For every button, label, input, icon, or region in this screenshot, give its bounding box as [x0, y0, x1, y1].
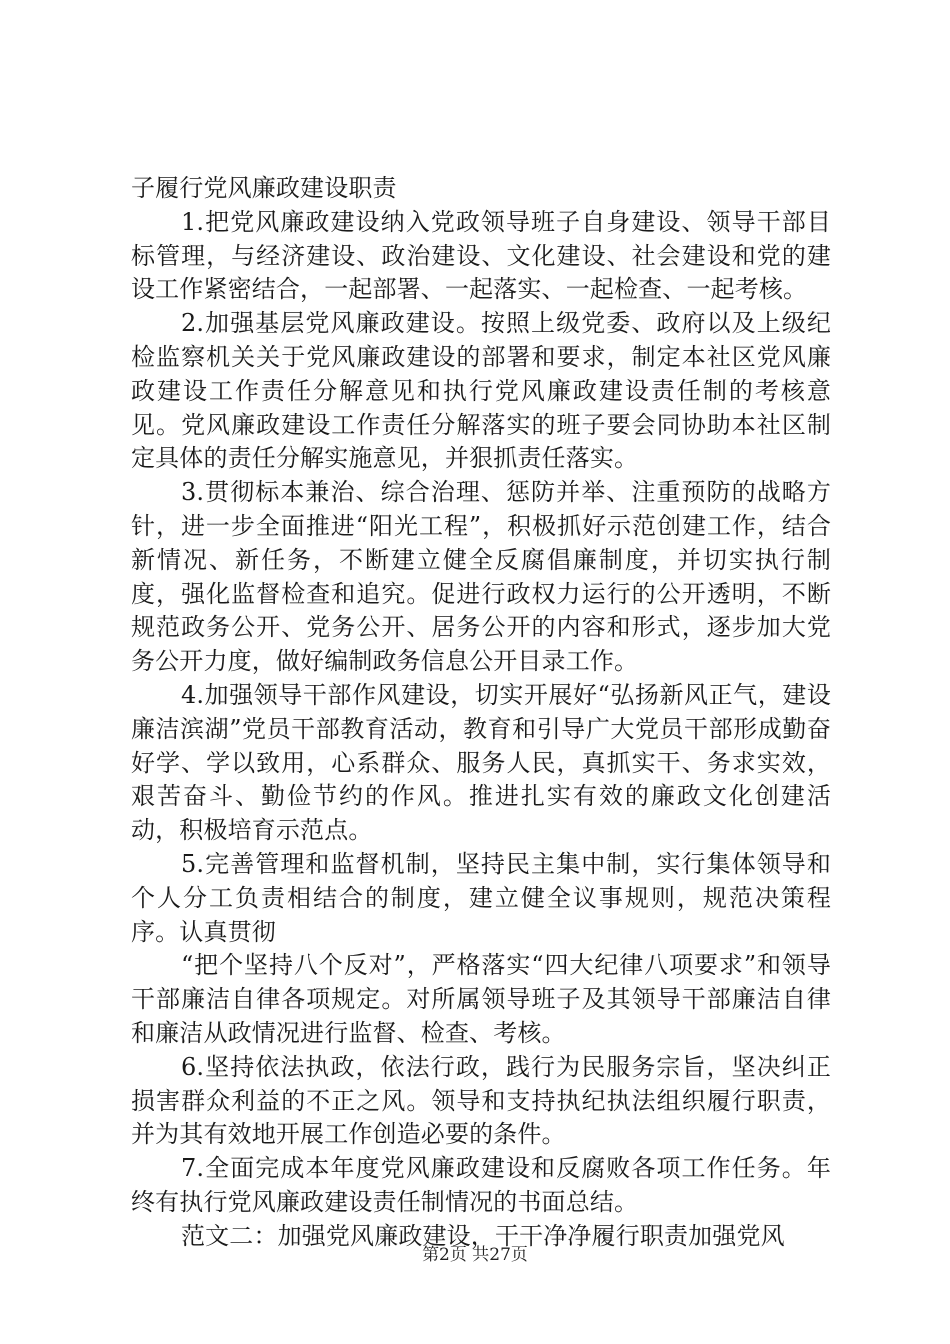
paragraph-item-7: 7.全面完成本年度党风廉政建设和反腐败各项工作任务。年终有执行党风廉政建设责任制情况的书面总结。 — [131, 1154, 831, 1216]
page-number-footer: 第2页 共27页 — [422, 1245, 528, 1265]
paragraph-item-3: 3.贯彻标本兼治、综合治理、惩防并举、注重预防的战略方针，进一步全面推进“阳光工程”，积极抓好示范创建工作，结合新情况、新任务，不断建立健全反腐倡廉制度，并切实执行制度，强化监督检查和追究。促进行政权力运行的公开透明，不断规范政务公开、党务公开、居务公开的内容和形式，逐步加大党务公开力度，做好编制政务信息公开目录工作。 — [131, 478, 831, 676]
paragraph-item-2: 2.加强基层党风廉政建设。按照上级党委、政府以及上级纪检监察机关关于党风廉政建设的部署和要求，制定本社区党风廉政建设工作责任分解意见和执行党风廉政建设责任制的考核意见。党风廉政建设工作责任分解落实的班子要会同协助本社区制定具体的责任分解实施意见，并狠抓责任落实。 — [131, 309, 831, 473]
paragraph-item-6: 6.坚持依法执政，依法行政，践行为民服务宗旨，坚决纠正损害群众利益的不正之风。领导和支持执纪执法组织履行职责，并为其有效地开展工作创造必要的条件。 — [131, 1052, 831, 1149]
paragraph-item-5: 5.完善管理和监督机制，坚持民主集中制，实行集体领导和个人分工负责相结合的制度，建立健全议事规则，规范决策程序。认真贯彻 — [131, 849, 831, 946]
paragraph-item-4: 4.加强领导干部作风建设，切实开展好“弘扬新风正气，建设廉洁滨湖”党员干部教育活动，教育和引导广大党员干部形成勤奋好学、学以致用，心系群众、服务人民，真抓实干、务求实效，艰苦奋斗、勤俭节约的作风。推进扎实有效的廉政文化创建活动，积极培育示范点。 — [131, 680, 831, 845]
paragraph-continuation: 子履行党风廉政建设职责 — [131, 174, 397, 202]
body-text — [131, 172, 831, 1254]
paragraph-item-1: 1.把党风廉政建设纳入党政领导班子自身建设、领导干部目标管理，与经济建设、政治建设、文化建设、社会建设和党的建设工作紧密结合，一起部署、一起落实、一起检查、一起考核。 — [131, 207, 831, 304]
paragraph-sample-two: 范文二：加强党风廉政建设，干干净净履行职责加强党风 — [181, 1221, 785, 1250]
paragraph-item-5-continued: “把个坚持八个反对”，严格落实“四大纪律八项要求”和领导干部廉洁自律各项规定。对所属领导班子及其领导干部廉洁自律和廉洁从政情况进行监督、检查、考核。 — [131, 951, 831, 1047]
